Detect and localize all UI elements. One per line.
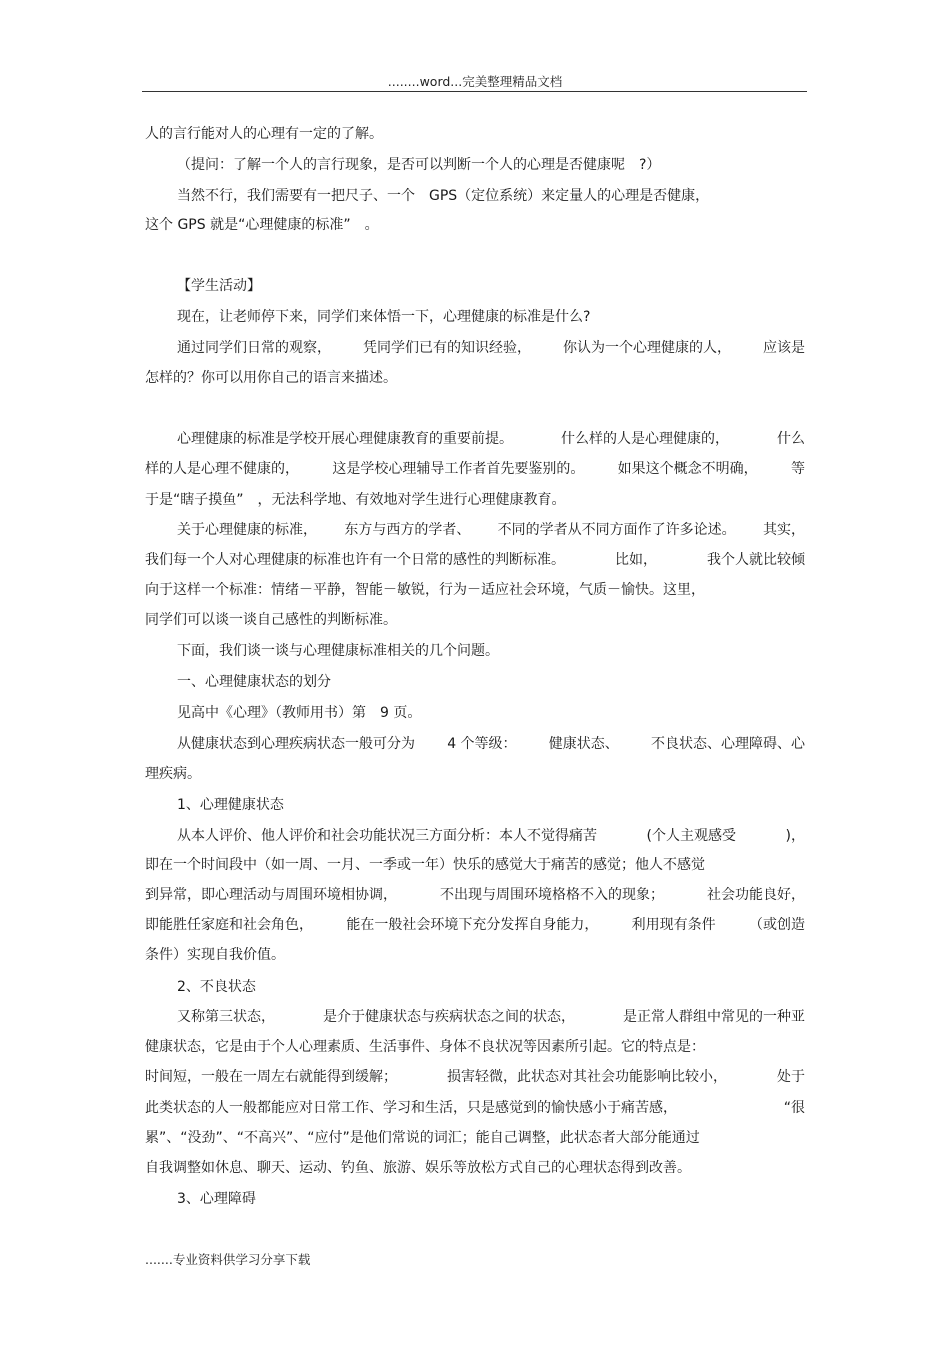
text-segment: )， bbox=[785, 828, 805, 844]
text-segment: 损害轻微，此状态对其社会功能影响比较小， bbox=[447, 1069, 727, 1085]
text-segment: 怎样的？你可以用你自己的语言来描述。 bbox=[145, 370, 397, 386]
text-segment: 同学们可以谈一谈自己感性的判断标准。 bbox=[145, 612, 397, 628]
text-segment: （或创造 bbox=[748, 917, 805, 933]
text-line bbox=[177, 307, 805, 327]
text-line bbox=[145, 945, 805, 965]
text-line bbox=[145, 610, 805, 630]
text-segment: 不同的学者从不同方面作了许多论述。 bbox=[497, 522, 736, 538]
text-line bbox=[145, 490, 805, 510]
text-segment: 1、心理健康状态 bbox=[177, 797, 284, 813]
text-segment: 现在，让老师停下来，同学们来体悟一下，心理健康的标准是什么? bbox=[177, 309, 591, 325]
text-segment: 从健康状态到心理疾病状态一般可分为 bbox=[177, 736, 415, 752]
text-segment: 是正常人群组中常见的一种亚 bbox=[623, 1009, 805, 1025]
text-line bbox=[145, 915, 805, 935]
text-segment: 这是学校心理辅导工作者首先要鉴别的。 bbox=[332, 461, 585, 477]
text-segment: 心理健康的标准是学校开展心理健康教育的重要前提。 bbox=[177, 431, 513, 447]
text-segment: 你认为一个心理健康的人， bbox=[563, 340, 731, 356]
text-line bbox=[177, 429, 805, 449]
text-segment: 通过同学们日常的观察， bbox=[177, 340, 331, 356]
text-line bbox=[177, 734, 805, 754]
text-segment: 这个 GPS 就是“心理健康的标准” bbox=[145, 217, 351, 233]
text-segment: 见高中《心理》（教师用书）第 bbox=[177, 705, 366, 721]
page-footer: .......专业资料供学习分享下载 bbox=[145, 1252, 311, 1267]
text-segment: 我们每一个人对心理健康的标准也许有一个日常的感性的判断标准。 bbox=[145, 552, 565, 568]
text-segment: 自我调整如休息、聊天、运动、钓鱼、旅游、娱乐等放松方式自己的心理状态得到改善。 bbox=[145, 1160, 691, 1176]
text-segment: 什么 bbox=[777, 431, 805, 447]
text-segment: 我个人就比较倾 bbox=[707, 552, 805, 568]
text-line bbox=[145, 764, 805, 784]
text-line bbox=[177, 338, 805, 358]
text-segment: 人的言行能对人的心理有一定的了解。 bbox=[145, 126, 383, 142]
text-segment: (个人主观感受 bbox=[646, 828, 736, 844]
page-header: ........word...完美整理精品文档 bbox=[387, 74, 563, 89]
text-segment: 东方与西方的学者、 bbox=[344, 522, 471, 538]
text-line bbox=[145, 1098, 805, 1118]
text-segment: 比如， bbox=[615, 552, 657, 568]
text-segment: 【学生活动】 bbox=[177, 278, 261, 294]
text-segment: 即能胜任家庭和社会角色， bbox=[145, 917, 313, 933]
text-segment: 健康状态，它是由于个人心理素质、生活事件、身体不良状况等因素所引起。它的特点是： bbox=[145, 1039, 705, 1055]
text-line bbox=[145, 1158, 805, 1178]
text-line bbox=[177, 672, 805, 692]
text-segment: 如果这个概念不明确， bbox=[617, 461, 758, 477]
text-segment: 此类状态的人一般都能应对日常工作、学习和生活，只是感觉到的愉快感小于痛苦感， bbox=[145, 1100, 677, 1116]
text-segment: ，无法科学地、有效地对学生进行心理健康教育。 bbox=[257, 492, 566, 508]
text-line bbox=[145, 215, 805, 235]
text-segment: GPS（定位系统）来定量人的心理是否健康， bbox=[429, 188, 710, 204]
text-line bbox=[145, 855, 805, 875]
text-line bbox=[177, 641, 805, 661]
text-line bbox=[145, 459, 805, 479]
text-segment: 4 个等级： bbox=[447, 736, 517, 752]
text-line bbox=[177, 276, 805, 296]
text-line bbox=[145, 124, 805, 144]
text-segment: 利用现有条件 bbox=[631, 917, 716, 933]
text-segment: 关于心理健康的标准， bbox=[177, 522, 317, 538]
text-line bbox=[177, 795, 805, 815]
text-segment: 2、不良状态 bbox=[177, 979, 256, 995]
text-segment: 当然不行，我们需要有一把尺子、一个 bbox=[177, 188, 415, 204]
text-line bbox=[145, 1067, 805, 1087]
text-segment: 条件）实现自我价值。 bbox=[145, 947, 285, 963]
text-segment: 理疾病。 bbox=[145, 766, 201, 782]
text-line bbox=[177, 703, 805, 723]
text-segment: 其实， bbox=[762, 522, 805, 538]
text-segment: 即在一个时间段中（如一周、一月、一季或一年）快乐的感觉大于痛苦的感觉；他人不感觉 bbox=[145, 857, 705, 873]
text-segment: 健康状态、 bbox=[548, 736, 619, 752]
text-segment: 到异常，即心理活动与周围环境相协调， bbox=[145, 887, 397, 903]
text-segment: 应该是 bbox=[763, 340, 805, 356]
text-segment: 累”、“没劲”、“不高兴”、“应付”是他们常说的词汇；能自己调整，此状态者大部分能通过 bbox=[145, 1130, 700, 1146]
text-segment: ?） bbox=[639, 157, 661, 173]
text-line bbox=[177, 1007, 805, 1027]
text-segment: 处于 bbox=[777, 1069, 805, 1085]
text-line bbox=[177, 977, 805, 997]
text-line bbox=[145, 368, 805, 388]
header-rule bbox=[142, 91, 807, 92]
text-line bbox=[177, 186, 805, 206]
text-segment: “很 bbox=[783, 1100, 805, 1116]
text-segment: 不出现与周围环境格格不入的现象； bbox=[440, 887, 664, 903]
text-segment: 从本人评价、他人评价和社会功能状况三方面分析：本人不觉得痛苦 bbox=[177, 828, 597, 844]
text-segment: 凭同学们已有的知识经验， bbox=[363, 340, 531, 356]
text-segment: 时间短，一般在一周左右就能得到缓解； bbox=[145, 1069, 397, 1085]
text-segment: （提问：了解一个人的言行现象，是否可以判断一个人的心理是否健康呢 bbox=[177, 157, 625, 173]
text-segment: 什么样的人是心理健康的， bbox=[561, 431, 729, 447]
text-segment: 能在一般社会环境下充分发挥自身能力， bbox=[346, 917, 599, 933]
text-line bbox=[145, 550, 805, 570]
text-segment: 不良状态、心理障碍、心 bbox=[650, 736, 805, 752]
text-line bbox=[145, 1037, 805, 1057]
text-line bbox=[145, 1128, 805, 1148]
text-segment: 于是“瞎子摸鱼” bbox=[145, 492, 244, 508]
text-segment: 社会功能良好， bbox=[707, 887, 805, 903]
text-line bbox=[145, 885, 805, 905]
text-segment: 下面，我们谈一谈与心理健康标准相关的几个问题。 bbox=[177, 643, 499, 659]
text-line bbox=[177, 520, 805, 540]
text-line bbox=[177, 155, 805, 175]
text-line bbox=[145, 580, 805, 600]
text-segment: 等 bbox=[790, 461, 805, 477]
text-segment: 一、心理健康状态的划分 bbox=[177, 674, 331, 690]
text-segment: 又称第三状态， bbox=[177, 1009, 275, 1025]
text-line bbox=[177, 1189, 805, 1209]
text-segment: 是介于健康状态与疾病状态之间的状态， bbox=[323, 1009, 575, 1025]
text-segment: 3、心理障碍 bbox=[177, 1191, 256, 1207]
text-segment: 样的人是心理不健康的， bbox=[145, 461, 299, 477]
text-line bbox=[177, 826, 805, 846]
text-segment: 向于这样一个标准：情绪－平静，智能－敏锐，行为－适应社会环境，气质－愉快。这里， bbox=[145, 582, 705, 598]
text-segment: 9 页。 bbox=[380, 705, 422, 721]
text-segment: 。 bbox=[364, 217, 379, 233]
